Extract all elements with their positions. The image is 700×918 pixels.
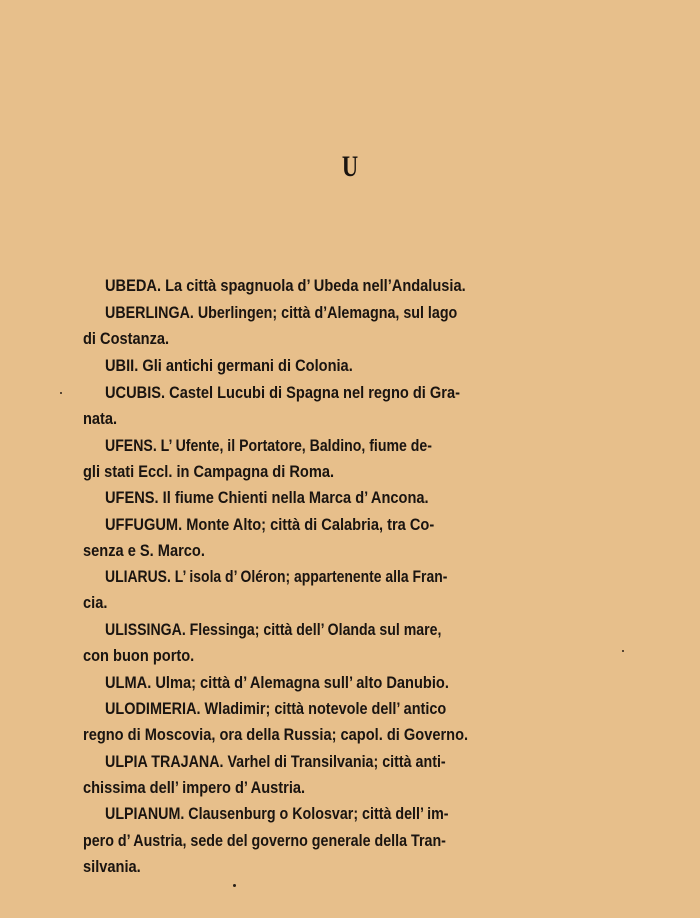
page-speck [60,392,62,394]
entry-line: UBERLINGA. Uberlingen; città d’Alemagna, sul lago [105,303,458,322]
entry-line: ULISSINGA. Flessinga; città dell’ Olanda sul mare, [105,620,442,639]
entry-line: ULPIANUM. Clausenburg o Kolosvar; città dell’ im- [105,804,449,823]
entry-line: UBII. Gli antichi germani di Colonia. [105,356,353,375]
entry-line: UCUBIS. Castel Lucubi di Spagna nel regno di Gra- [105,383,460,402]
page-speck [622,650,624,652]
entry-line: regno di Moscovia, ora della Russia; capol. di Governo. [83,725,469,744]
entry-line: ULMA. Ulma; città d’ Alemagna sull’ alto Danubio. [105,673,449,692]
entry-line: ULODIMERIA. Wladimir; città notevole dell’ antico [105,699,447,718]
entry-line: UFENS. Il fiume Chienti nella Marca d’ Ancona. [105,488,429,507]
entry-line: di Costanza. [83,329,170,348]
entry-line: ULPIA TRAJANA. Varhel di Transilvania; città anti- [105,752,446,771]
entry-line: UFENS. L’ Ufente, il Portatore, Baldino, fiume de- [105,436,432,455]
entry-line: silvania. [83,857,141,876]
entry-line: con buon porto. [83,646,195,665]
entry-line: UBEDA. La città spagnuola d’ Ubeda nell’Andalusia. [105,276,466,295]
entry-line: senza e S. Marco. [83,541,205,560]
entry-line: chissima dell’ impero d’ Austria. [83,778,306,797]
entry-line: pero d’ Austria, sede del governo generale della Tran- [83,831,446,850]
entry-line: nata. [83,409,118,428]
entry-line: gli stati Eccl. in Campagna di Roma. [83,462,335,481]
entry-line: UFFUGUM. Monte Alto; città di Calabria, tra Co- [105,515,435,534]
page-letter-heading: U [341,150,359,183]
entry-line: cia. [83,593,108,612]
page-speck [233,884,236,887]
entry-line: ULIARUS. L’ isola d’ Oléron; appartenente alla Fran- [105,567,448,586]
